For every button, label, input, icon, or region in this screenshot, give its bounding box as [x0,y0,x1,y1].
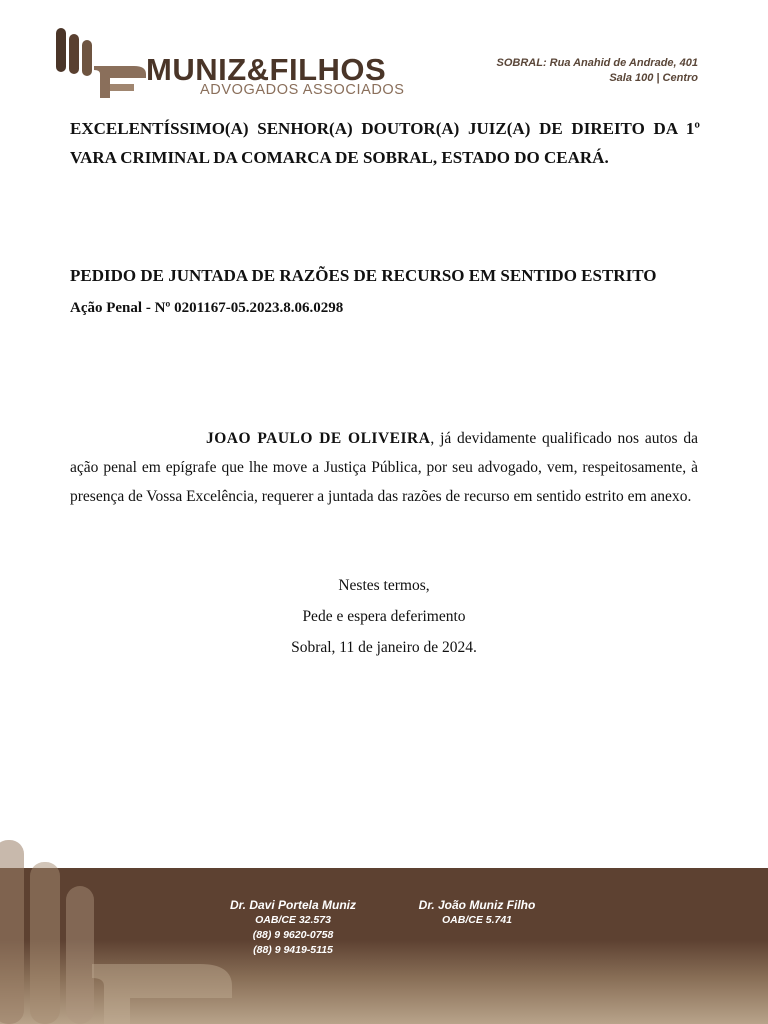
lawyer-1-phone-2: (88) 9 9419-5115 [253,944,333,956]
case-number: Ação Penal - Nº 0201167-05.2023.8.06.0298 [70,300,344,316]
salutation-heading: EXCELENTÍSSIMO(A) SENHOR(A) DOUTOR(A) JUIZ(A) DE DIREITO DA 1º VARA CRIMINAL DA COMARCA DE SOBRAL, ESTADO DO CEARÁ. [70,119,700,167]
petition-body [70,424,698,511]
closing-block [234,570,534,663]
lawyer-2-oab: OAB/CE 5.741 [441,914,513,926]
lawyer-1-contact [218,897,368,958]
petition-title: PEDIDO DE JUNTADA DE RAZÕES DE RECURSO EM SENTIDO ESTRITO [70,266,657,285]
lawyer-1-phone-1: (88) 9 9620-0758 [252,929,334,941]
lawyer-1-oab: OAB/CE 32.573 [255,914,331,926]
party-name: JOAO PAULO DE OLIVEIRA [206,430,431,447]
office-address [497,56,699,86]
logo-subtitle: ADVOGADOS ASSOCIADOS [200,82,405,98]
logo-mark-icon [54,26,154,102]
logo-name: MUNIZ&FILHOS [146,52,387,87]
petition-body-text: , já devidamente qualificado nos autos da ação penal em epígrafe que lhe move a Justiça Pública, por seu advogado, vem, respeitosamente, à presença de Vossa Excelência, requerer a juntada das razões de recurso em sentido estrito em anexo. [70,430,698,505]
closing-line-2: Pede e espera deferimento [302,608,466,625]
closing-line-1: Nestes termos, [338,577,430,594]
firm-logo [54,26,404,102]
address-line-2: Sala 100 | Centro [609,72,698,84]
lawyer-2-name: Dr. João Muniz Filho [418,898,536,912]
address-line-1: SOBRAL: Rua Anahid de Andrade, 401 [496,57,698,69]
closing-date: Sobral, 11 de janeiro de 2024. [291,639,477,656]
lawyer-2-contact [402,897,552,928]
lawyer-1-name: Dr. Davi Portela Muniz [229,898,357,912]
